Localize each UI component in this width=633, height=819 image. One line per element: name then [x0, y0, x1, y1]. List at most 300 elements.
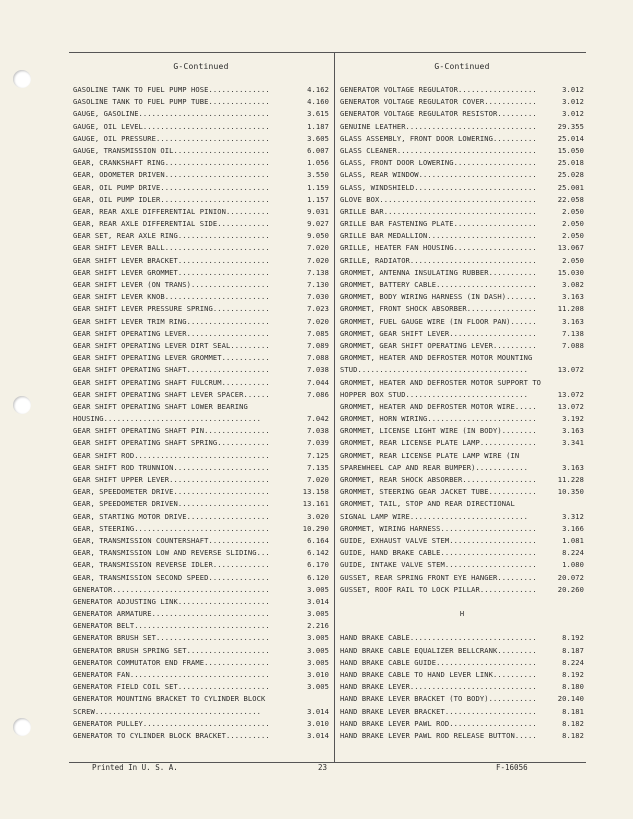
index-entry: [73, 462, 329, 474]
index-entry: [340, 291, 584, 303]
entry-text: GLASS ASSEMBLY, FRONT DOOR LOWERING..........: [340, 133, 537, 143]
part-number: 3.014: [305, 596, 329, 608]
index-entry: [340, 474, 584, 486]
entry-text: GENUINE LEATHER..............................: [340, 121, 537, 131]
entry-text: GRILLE BAR FASTENING PLATE...................: [340, 219, 537, 229]
part-number: 3.012: [560, 108, 584, 120]
index-entry: [340, 316, 584, 328]
printed-in-usa: Printed In U. S. A.: [92, 763, 178, 772]
entry-text: GEAR SHIFT OPERATING SHAFT PIN...............: [73, 426, 270, 436]
part-number: 7.030: [305, 291, 329, 303]
index-entry: [73, 645, 329, 657]
entry-text: GEAR, REAR AXLE DIFFERENTIAL SIDE............: [73, 219, 270, 229]
entry-text: GEAR SHIFT LEVER PRESSURE SPRING.............: [73, 304, 270, 314]
index-entry: [73, 706, 329, 718]
entry-text: GEAR, STEERING...............................: [73, 523, 270, 533]
entry-text: SIGNAL LAMP WIRE...........................: [340, 511, 528, 521]
entry-text: GEAR SHIFT ROD...............................: [73, 450, 270, 460]
part-number: 3.163: [560, 462, 584, 474]
index-entry: [340, 450, 584, 462]
part-number: 3.005: [305, 681, 329, 693]
index-entry: [73, 255, 329, 267]
entry-text: GENERATOR VOLTAGE REGULATOR COVER............: [340, 97, 537, 107]
part-number: 3.605: [305, 133, 329, 145]
index-entry: [340, 620, 584, 632]
entry-text: GEAR SHIFT OPERATING SHAFT...................: [73, 365, 270, 375]
entry-text: GROMMET, ANTENNA INSULATING RUBBER...........: [340, 267, 537, 277]
part-number: 7.039: [305, 437, 329, 449]
index-entry: [340, 498, 584, 510]
entry-text: GENERATOR MOUNTING BRACKET TO CYLINDER BLOCK: [73, 694, 266, 704]
entry-text: GEAR, TRANSMISSION LOW AND REVERSE SLIDING...: [73, 548, 270, 558]
index-entry: [73, 328, 329, 340]
index-entry: [73, 194, 329, 206]
index-entry: [340, 584, 584, 596]
part-number: 13.067: [556, 242, 584, 254]
index-entry: [73, 596, 329, 608]
part-number: 3.163: [560, 316, 584, 328]
index-entry: [73, 96, 329, 108]
index-entry: [73, 498, 329, 510]
part-number: 4.160: [305, 96, 329, 108]
part-number: 7.125: [305, 450, 329, 462]
binder-hole: [13, 70, 31, 88]
form-number: F-16056: [496, 763, 528, 772]
index-entry: [73, 681, 329, 693]
index-entry: [340, 632, 584, 644]
part-number: 6.170: [305, 559, 329, 571]
index-entry: [340, 511, 584, 523]
part-number: 13.072: [556, 401, 584, 413]
part-number: 1.157: [305, 194, 329, 206]
part-number: 20.260: [556, 584, 584, 596]
part-number: 9.027: [305, 218, 329, 230]
part-number: 3.005: [305, 657, 329, 669]
index-entry: [340, 255, 584, 267]
index-entry: [73, 608, 329, 620]
index-entry: [73, 523, 329, 535]
entry-text: GROMMET, FRONT SHOCK ABSORBER................: [340, 304, 537, 314]
part-number: 13.161: [301, 498, 329, 510]
index-entry: [73, 267, 329, 279]
part-number: 7.086: [305, 389, 329, 401]
entry-text: GUSSET, REAR SPRING FRONT EYE HANGER.........: [340, 572, 537, 582]
index-entry: [73, 413, 329, 425]
part-number: 13.072: [556, 389, 584, 401]
entry-text: GUIDE, INTAKE VALVE STEM.....................: [340, 560, 537, 570]
entry-text: GEAR SHIFT LEVER GROMMET.....................: [73, 267, 270, 277]
index-entry: [73, 559, 329, 571]
index-entry: [340, 145, 584, 157]
entry-text: HAND BRAKE CABLE GUIDE.......................: [340, 657, 537, 667]
index-entry: [73, 340, 329, 352]
entry-text: GEAR, TRANSMISSION SECOND SPEED..............: [73, 572, 270, 582]
part-number: 3.312: [560, 511, 584, 523]
index-entry: [340, 218, 584, 230]
part-number: 7.020: [305, 316, 329, 328]
index-entry: [73, 535, 329, 547]
part-number: 8.182: [560, 730, 584, 742]
part-number: 7.044: [305, 377, 329, 389]
part-number: 8.192: [560, 669, 584, 681]
entry-text: GEAR SHIFT LEVER (ON TRANS)..................: [73, 280, 270, 289]
entry-text: GROMMET, HEATER AND DEFROSTER MOTOR SUPPORT TO: [340, 377, 542, 387]
index-entry: [340, 523, 584, 535]
entry-text: GROMMET, REAR LICENSE PLATE LAMP WIRE (IN: [340, 450, 520, 460]
entry-text: GENERATOR BRUSH SPRING SET...................: [73, 645, 270, 655]
index-entry: [73, 169, 329, 181]
index-entry: [340, 401, 584, 413]
index-entry: [73, 133, 329, 145]
entry-text: SPAREWHEEL CAP AND REAR BUMPER)............: [340, 462, 528, 472]
right-column-heading: G-Continued: [434, 62, 490, 71]
part-number: 3.163: [560, 425, 584, 437]
index-entry: [73, 206, 329, 218]
index-entry: [340, 718, 584, 730]
entry-text: GEAR SHIFT OPERATING SHAFT FULCRUM...........: [73, 377, 270, 387]
entry-text: GENERATOR....................................: [73, 584, 270, 594]
entry-text: GEAR SHIFT LEVER BALL........................: [73, 243, 270, 253]
entry-text: GUSSET, ROOF RAIL TO LOCK PILLAR.............: [340, 584, 537, 594]
index-entry: [73, 632, 329, 644]
index-entry: [73, 182, 329, 194]
entry-text: GENERATOR VOLTAGE REGULATOR..................: [340, 85, 537, 94]
part-number: 3.005: [305, 608, 329, 620]
index-entry: [73, 364, 329, 376]
part-number: 7.020: [305, 255, 329, 267]
part-number: 3.012: [560, 84, 584, 96]
part-number: 7.042: [305, 413, 329, 425]
entry-text: HOUSING....................................: [73, 414, 261, 424]
part-number: 11.228: [556, 474, 584, 486]
part-number: 3.192: [560, 413, 584, 425]
entry-text: GROMMET, STEERING GEAR JACKET TUBE...........: [340, 487, 537, 497]
index-entry: [73, 84, 329, 96]
index-entry: [340, 194, 584, 206]
part-number: 7.088: [305, 352, 329, 364]
part-number: 1.080: [560, 559, 584, 571]
index-entry: [73, 108, 329, 120]
part-number: 7.130: [305, 279, 329, 291]
index-entry: [73, 547, 329, 559]
index-entry: [340, 437, 584, 449]
entry-text: HAND BRAKE CABLE TO HAND LEVER LINK..........: [340, 670, 537, 679]
index-entry: [340, 364, 584, 376]
entry-text: GEAR SHIFT LEVER TRIM RING...................: [73, 316, 270, 326]
index-entry: [340, 389, 584, 401]
index-entry: [340, 84, 584, 96]
section-heading: [340, 608, 584, 620]
index-entry: [340, 121, 584, 133]
part-number: 22.058: [556, 194, 584, 206]
entry-text: GEAR, CRANKSHAFT RING........................: [73, 158, 270, 168]
part-number: 7.038: [305, 364, 329, 376]
part-number: 8.224: [560, 657, 584, 669]
entry-text: GENERATOR COMMUTATOR END FRAME...............: [73, 657, 270, 667]
entry-text: GEAR SHIFT LEVER KNOB........................: [73, 292, 270, 302]
entry-text: GEAR SHIFT ROD TRUNNION......................: [73, 462, 270, 472]
binder-hole: [13, 718, 31, 736]
entry-text: GEAR SHIFT OPERATING SHAFT LEVER SPACER......: [73, 389, 270, 399]
entry-text: GLOVE BOX....................................: [340, 194, 537, 204]
part-number: 9.031: [305, 206, 329, 218]
part-number: 8.192: [560, 632, 584, 644]
part-number: 7.138: [560, 328, 584, 340]
part-number: 7.020: [305, 474, 329, 486]
index-entry: [73, 693, 329, 705]
index-entry: [340, 267, 584, 279]
index-entry: [340, 486, 584, 498]
part-number: 3.020: [305, 511, 329, 523]
right-index-column: [340, 84, 584, 742]
part-number: 1.081: [560, 535, 584, 547]
entry-text: GENERATOR ADJUSTING LINK.....................: [73, 596, 270, 606]
index-entry: [340, 645, 584, 657]
part-number: 25.018: [556, 157, 584, 169]
index-entry: [340, 377, 584, 389]
entry-text: GEAR, OIL PUMP IDLER.........................: [73, 194, 270, 204]
part-number: 2.050: [560, 206, 584, 218]
part-number: 3.082: [560, 279, 584, 291]
part-number: 20.072: [556, 572, 584, 584]
part-number: 11.208: [556, 303, 584, 315]
entry-text: GEAR SHIFT OPERATING LEVER...................: [73, 328, 270, 338]
index-entry: [73, 279, 329, 291]
entry-text: GROMMET, GEAR SHIFT OPERATING LEVER..........: [340, 340, 537, 350]
part-number: 29.355: [556, 121, 584, 133]
index-entry: [73, 474, 329, 486]
part-number: 7.088: [560, 340, 584, 352]
index-entry: [340, 462, 584, 474]
entry-text: STUD.......................................: [340, 365, 528, 375]
part-number: 2.216: [305, 620, 329, 632]
index-entry: [340, 572, 584, 584]
part-number: 2.050: [560, 230, 584, 242]
part-number: 20.140: [556, 693, 584, 705]
entry-text: GUIDE, EXHAUST VALVE STEM....................: [340, 535, 537, 545]
part-number: 10.290: [301, 523, 329, 535]
entry-text: GENERATOR BRUSH SET..........................: [73, 633, 270, 643]
entry-text: GENERATOR BELT...............................: [73, 621, 270, 631]
entry-text: GROMMET, REAR LICENSE PLATE LAMP.............: [340, 438, 537, 448]
part-number: 3.012: [560, 96, 584, 108]
part-number: 1.159: [305, 182, 329, 194]
part-number: 7.020: [305, 242, 329, 254]
part-number: 13.072: [556, 364, 584, 376]
entry-text: HAND BRAKE CABLE.............................: [340, 633, 537, 643]
index-entry: [340, 547, 584, 559]
part-number: 7.089: [305, 340, 329, 352]
part-number: 8.181: [560, 706, 584, 718]
entry-text: GLASS, REAR WINDOW...........................: [340, 170, 537, 180]
entry-text: GEAR SHIFT OPERATING SHAFT SPRING............: [73, 438, 270, 448]
part-number: 2.050: [560, 218, 584, 230]
part-number: 7.023: [305, 303, 329, 315]
entry-text: GEAR SHIFT OPERATING LEVER GROMMET...........: [73, 353, 270, 363]
part-number: 3.010: [305, 669, 329, 681]
part-number: 6.164: [305, 535, 329, 547]
index-entry: [73, 401, 329, 413]
part-number: 3.341: [560, 437, 584, 449]
entry-text: SCREW......................................: [73, 706, 261, 716]
part-number: 7.138: [305, 267, 329, 279]
index-entry: [73, 145, 329, 157]
entry-text: GEAR SHIFT OPERATING SHAFT LOWER BEARING: [73, 401, 248, 411]
index-entry: [340, 303, 584, 315]
entry-text: H: [459, 609, 465, 619]
part-number: 4.162: [305, 84, 329, 96]
part-number: 3.010: [305, 718, 329, 730]
index-entry: [73, 352, 329, 364]
index-entry: [340, 206, 584, 218]
part-number: 6.142: [305, 547, 329, 559]
entry-text: HAND BRAKE LEVER BRACKET.....................: [340, 706, 537, 716]
entry-text: GLASS, WINDSHIELD............................: [340, 182, 537, 192]
part-number: 6.007: [305, 145, 329, 157]
entry-text: GASOLINE TANK TO FUEL PUMP HOSE..............: [73, 85, 270, 94]
entry-text: GENERATOR TO CYLINDER BLOCK BRACKET..........: [73, 730, 270, 740]
left-index-column: [73, 84, 329, 742]
part-number: 1.187: [305, 121, 329, 133]
part-number: 3.005: [305, 645, 329, 657]
index-entry: [73, 657, 329, 669]
entry-text: GAUGE, OIL LEVEL.............................: [73, 121, 270, 131]
index-entry: [340, 706, 584, 718]
index-entry: [340, 425, 584, 437]
part-number: 7.085: [305, 328, 329, 340]
part-number: 3.005: [305, 584, 329, 596]
entry-text: GASOLINE TANK TO FUEL PUMP TUBE..............: [73, 97, 270, 107]
part-number: 9.050: [305, 230, 329, 242]
index-entry: [340, 328, 584, 340]
entry-text: GROMMET, GEAR SHIFT LEVER....................: [340, 328, 537, 338]
index-entry: [340, 133, 584, 145]
part-number: 10.350: [556, 486, 584, 498]
index-entry: [73, 450, 329, 462]
index-entry: [340, 108, 584, 120]
page-number: 23: [318, 763, 328, 772]
entry-text: GAUGE, GASOLINE..............................: [73, 109, 270, 119]
index-entry: [340, 230, 584, 242]
part-number: 8.180: [560, 681, 584, 693]
entry-text: GEAR, SPEEDOMETER DRIVEN.....................: [73, 499, 270, 509]
column-divider: [334, 52, 335, 762]
entry-text: GROMMET, HEATER AND DEFROSTER MOTOR WIRE.....: [340, 401, 537, 411]
part-number: 25.014: [556, 133, 584, 145]
index-entry: [73, 377, 329, 389]
entry-text: GEAR, TRANSMISSION COUNTERSHAFT..............: [73, 535, 270, 545]
index-entry: [340, 279, 584, 291]
part-number: 7.038: [305, 425, 329, 437]
part-number: 1.056: [305, 157, 329, 169]
index-entry: [340, 657, 584, 669]
index-entry: [73, 303, 329, 315]
index-entry: [340, 96, 584, 108]
part-number: 8.187: [560, 645, 584, 657]
index-entry: [73, 584, 329, 596]
index-entry: [340, 681, 584, 693]
index-entry: [340, 340, 584, 352]
entry-text: HAND BRAKE CABLE EQUALIZER BELLCRANK.........: [340, 645, 537, 655]
binder-hole: [13, 396, 31, 414]
entry-text: GROMMET, HORN WIRING.........................: [340, 414, 537, 424]
index-entry: [73, 437, 329, 449]
entry-text: GENERATOR ARMATURE...........................: [73, 609, 270, 619]
index-entry: [340, 669, 584, 681]
index-entry: [340, 559, 584, 571]
entry-text: GROMMET, REAR SHOCK ABSORBER.................: [340, 475, 537, 484]
index-entry: [73, 669, 329, 681]
entry-text: GROMMET, TAIL, STOP AND REAR DIRECTIONAL: [340, 499, 515, 509]
entry-text: GEAR, SPEEDOMETER DRIVE......................: [73, 487, 270, 497]
part-number: 6.120: [305, 572, 329, 584]
part-number: 3.005: [305, 632, 329, 644]
entry-text: GEAR, OIL PUMP DRIVE.........................: [73, 182, 270, 192]
entry-text: GRILLE, HEATER FAN HOUSING...................: [340, 243, 537, 253]
entry-text: HOPPER BOX STUD............................: [340, 389, 528, 399]
index-entry: [73, 157, 329, 169]
index-entry: [73, 230, 329, 242]
part-number: 3.014: [305, 706, 329, 718]
part-number: 25.001: [556, 182, 584, 194]
part-number: 2.050: [560, 255, 584, 267]
entry-text: GROMMET, WIRING HARNESS......................: [340, 523, 537, 533]
entry-text: GEAR, ODOMETER DRIVEN........................: [73, 170, 270, 180]
entry-text: HAND BRAKE LEVER PAWL ROD....................: [340, 718, 537, 728]
entry-text: GENERATOR FIELD COIL SET.....................: [73, 682, 270, 692]
entry-text: GROMMET, FUEL GAUGE WIRE (IN FLOOR PAN)......: [340, 316, 537, 326]
index-entry: [73, 242, 329, 254]
part-number: 3.166: [560, 523, 584, 535]
entry-text: GENERATOR FAN................................: [73, 670, 270, 679]
index-entry: [73, 511, 329, 523]
entry-text: GROMMET, BATTERY CABLE.......................: [340, 280, 537, 289]
index-entry: [340, 352, 584, 364]
entry-text: GEAR SHIFT UPPER LEVER.......................: [73, 475, 270, 484]
index-entry: [340, 169, 584, 181]
entry-text: GEAR, TRANSMISSION REVERSE IDLER.............: [73, 560, 270, 570]
part-number: 3.615: [305, 108, 329, 120]
entry-text: GROMMET, HEATER AND DEFROSTER MOTOR MOUNTING: [340, 353, 533, 363]
index-entry: [340, 242, 584, 254]
index-entry: [340, 730, 584, 742]
index-entry: [73, 316, 329, 328]
index-entry: [73, 620, 329, 632]
index-entry: [73, 121, 329, 133]
index-entry: [340, 182, 584, 194]
index-entry: [340, 157, 584, 169]
part-number: 8.182: [560, 718, 584, 730]
index-entry: [340, 596, 584, 608]
entry-text: GEAR, REAR AXLE DIFFERENTIAL PINION..........: [73, 206, 270, 216]
entry-text: GROMMET, BODY WIRING HARNESS (IN DASH).......: [340, 292, 537, 302]
entry-text: GLASS CLEANER................................: [340, 145, 537, 155]
part-number: 8.224: [560, 547, 584, 559]
index-entry: [340, 535, 584, 547]
part-number: 3.163: [560, 291, 584, 303]
part-number: 3.014: [305, 730, 329, 742]
entry-text: GLASS, FRONT DOOR LOWERING...................: [340, 158, 537, 168]
index-entry: [73, 425, 329, 437]
index-entry: [73, 572, 329, 584]
index-entry: [340, 693, 584, 705]
index-entry: [340, 413, 584, 425]
index-entry: [73, 718, 329, 730]
part-number: 7.135: [305, 462, 329, 474]
entry-text: GAUGE, OIL PRESSURE..........................: [73, 133, 270, 143]
index-entry: [73, 291, 329, 303]
entry-text: GUIDE, HAND BRAKE CABLE......................: [340, 548, 537, 558]
